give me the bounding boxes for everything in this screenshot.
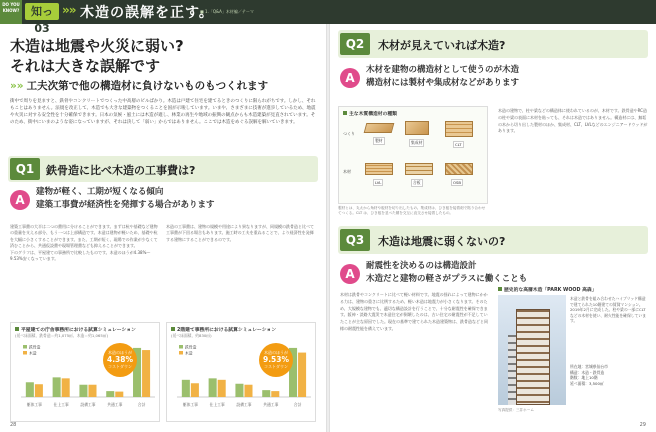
page-number: 28 <box>10 422 17 428</box>
label-lvl: LVL <box>375 180 382 185</box>
chart-2-callout: 木造のほうが 9.53% コストダウン <box>259 343 293 377</box>
sub-heading <box>10 78 268 93</box>
sawn-timber-illustration <box>364 123 395 133</box>
chart-tick-label: 合計 <box>137 402 146 407</box>
chart-tick-label: 設備工事 <box>236 402 252 407</box>
chart-bar <box>209 378 217 397</box>
chart-1-callout: 木造のほうが 4.38% コストダウン <box>103 343 137 377</box>
chart-tick-label: 合計 <box>293 402 302 407</box>
q1-answer-line-2: 建築工事費が経済性を発揮する場合があります <box>36 200 215 210</box>
diagram-row-label: つくり <box>343 131 355 136</box>
diagram-row-label: 木材 <box>343 169 351 174</box>
question-bar-q1 <box>8 156 318 182</box>
legend-swatch <box>179 345 183 349</box>
legend-label: 木造 <box>29 350 37 356</box>
arrows-icon: »» <box>10 80 24 92</box>
chart-2-note: (延べ床面積、約830㎡) <box>171 333 212 338</box>
spec-line: 延べ面積：3,500㎡ <box>570 380 604 386</box>
q1-body-col-2 <box>166 224 316 243</box>
q2-answer <box>366 64 519 90</box>
clt-illustration <box>445 121 473 137</box>
chart-tick-label: 共通工事 <box>107 402 123 407</box>
chart-tick-label: 仕上工事 <box>209 402 225 407</box>
label-sawn: 製材 <box>375 138 383 143</box>
chart-1 <box>10 322 160 422</box>
q1-answer <box>36 186 215 212</box>
label-clt: CLT <box>455 142 462 147</box>
chart-tick-label: 躯体工事 <box>182 402 198 407</box>
chart-bar <box>88 385 96 397</box>
q2-badge: Q2 <box>340 33 370 55</box>
chart-bar <box>142 350 150 397</box>
q3-answer <box>366 260 527 286</box>
chart-bar <box>218 380 226 397</box>
main-heading-line-2: それは大きな誤解です <box>10 57 161 75</box>
chart-bar <box>271 391 279 397</box>
legend-swatch <box>23 351 27 355</box>
breadcrumb: ■ 1.「Q&A」木材編／テーマ <box>200 9 254 14</box>
diagram-caption: 製材とは、丸太から角材や板材を切り出したもの。集成材は、ひき板を接着剤で貼り合わせてつくる。CLT は、ひき板を並べた層を交互に直交させ接着したもの。 <box>338 206 486 216</box>
chart-tick-label: 躯体工事 <box>26 402 42 407</box>
lvl-illustration <box>365 163 393 175</box>
q1-body-col-1 <box>10 224 160 262</box>
building-photo-tower <box>516 309 550 405</box>
chart-bar <box>62 378 70 397</box>
chart-bar <box>26 382 34 397</box>
q3-answer-line-1: 耐震性を決めるのは構造設計 <box>366 261 477 271</box>
chart-bar <box>79 385 87 397</box>
chart-2-plot <box>167 337 317 411</box>
chart-bar <box>182 380 190 397</box>
right-page <box>330 24 656 432</box>
chart-bar <box>298 353 306 397</box>
building-photo <box>498 295 566 405</box>
chart-bar <box>262 390 270 397</box>
label-osb: OSB <box>453 180 462 185</box>
left-page <box>0 24 326 432</box>
q1-body-paragraph: 建築工事費の大半は二つの費用に分けることができます。まずは杭や基礎など建物の重量を支える部分、もう一つは上部構造です。木造は建物が軽いため、基礎や杭を大幅に小さくすることができます。また、工期が短く、現場での作業が少なくて済むことから、共通仮設費や現場管理費なども抑えることができます。 <box>10 224 158 249</box>
question-bar-q3 <box>338 226 648 254</box>
q2-answer-line-2: 構造材には製材や集成材などがあります <box>366 78 520 88</box>
glulam-illustration <box>405 121 429 135</box>
legend-swatch <box>179 351 183 355</box>
answer-badge-q2: A <box>340 68 360 88</box>
label-plywood: 合板 <box>413 180 421 185</box>
main-heading <box>10 36 184 76</box>
building-photo-box <box>498 286 648 416</box>
timber-types-diagram <box>338 106 488 204</box>
plywood-illustration <box>405 163 433 175</box>
osb-illustration <box>445 163 473 175</box>
q1-title: 鉄骨造に比べ木造の工事費は? <box>46 164 196 177</box>
chart-tick-label: 共通工事 <box>263 402 279 407</box>
chart-1-plot <box>11 337 161 411</box>
answer-badge-q3: A <box>340 264 360 284</box>
label-glulam: 集成材 <box>411 140 423 145</box>
q1-badge: Q1 <box>10 158 40 180</box>
q2-title: 木材が見えていれば木造? <box>378 39 506 52</box>
intro-paragraph: 街中で周りを見ますと、鉄骨やコンクリートでつくった中高層のビルばかり。木造は戸建て住宅を建てるときのつくりに限られがちです。しかし、それもことはありません。法規を改正して、木造でも大きな建築物をつくることを国が示唆しています。いまや、さまざまに技術が進歩しているため、地震や火災に対する安全性を十分確保できます。日本の気候・風土には木造が適し、林業の再生や地域の振興の観点からも木造建築が見直されています。そのため、街中にいまのような姿になっていますが、それは決して「弱い」からではありません。ここでは木造をめぐる誤解を解いていきます。 <box>10 99 316 125</box>
header-band <box>0 0 656 35</box>
spec-line: 所在地：宮城県仙台市 <box>570 364 608 369</box>
section-logo: 知っ03 <box>25 3 59 20</box>
chart-bar <box>115 392 123 397</box>
q3-answer-line-2: 木造だと建物の軽さがプラスに働くことも <box>366 274 528 284</box>
q3-title: 木造は地震に弱くないの? <box>378 235 506 248</box>
spec-line: 構造：木造・鉄骨造 <box>570 369 605 375</box>
legend-label: 鉄骨造 <box>185 344 197 350</box>
chart-1-title: 平屋建ての庁舎事務所における試算シミュレーション <box>15 326 136 333</box>
q3-body: 木材は鉄骨やコンクリートに比べて軽い材料です。地震の揺れによって建物にかかる力は、建物の重さに比例するため、軽い木造は地震力が小さくなります。そのため、大規模な建物でも、適切な構造設計を行うことで、十分な耐震性を確保できます。阪神・淡路大震災で木造住宅が倒壊したのは、古い住宅の耐震性が不足していたことが主な原因でした。現在の基準で建てられた木造建築物は、鉄骨造などと同様の耐震性能を備えています。 <box>340 292 488 331</box>
chart-bar <box>191 383 199 397</box>
q1-answer-line-1: 建物が軽く、工期が短くなる傾向 <box>36 187 164 197</box>
chart-tick-label: 仕上工事 <box>53 402 69 407</box>
section-title: 木造の誤解を正す。 <box>80 5 214 21</box>
legend-label: 鉄骨造 <box>29 344 41 350</box>
sub-heading-text: 工夫次第で他の構造材に負けないものもつくれます <box>26 80 269 92</box>
chart-bar <box>244 385 252 397</box>
answer-badge-q1: A <box>10 190 30 210</box>
chart-bar <box>235 384 243 397</box>
q1-body-paragraph: 木造の工事費は、建物の規模や用途により異なりますが、同規模の鉄骨造と比べて工事費が下回る場合もあります。施工時の工夫を重ねることで、より経済性を発揮する建物にすることができるのです。 <box>166 224 314 242</box>
q3-badge: Q3 <box>340 229 370 251</box>
main-heading-line-1: 木造は地震や火災に弱い? <box>10 37 184 55</box>
photo-title: 歴史的な高層木造「PARK WOOD 高森」 <box>498 286 597 293</box>
photo-description: 木造と鉄骨を組み合わせたハイブリッド構造で建てられた10階建ての賃貸マンション。2019年2月に完成した。柱や梁の一部にCLTなどの木材を使い、耐火性能を確保しています。 <box>570 296 646 324</box>
chart-bar <box>35 384 43 397</box>
page-number: 29 <box>639 422 646 428</box>
building-specs <box>570 364 648 386</box>
chart-2-title: 2階建て事務所における試算シミュレーション <box>171 326 276 333</box>
q1-body-paragraph: 下のグラフは、平屋建ての事務所で比較したものです。木造のほうが4.38%〜9.53%安くなっています。 <box>10 249 151 262</box>
photo-caption: 写真提供：三井ホーム <box>498 408 534 412</box>
spec-line: 階数：地上10階 <box>570 375 598 381</box>
q2-body: 木造の建物で、柱や梁などの構造体に使われているのが、木材です。鉄骨造やRC造の柱や梁の表面に木材を貼っても、それは木造ではありません。構造材には、無垢の木から切り出した製材のほか、集成材、CLT、LVLなどのエンジニアードウッドがあります。 <box>498 108 648 134</box>
arrows-icon: »» <box>62 3 76 17</box>
q2-answer-line-1: 木材を建物の構造材として使うのが木造 <box>366 65 520 75</box>
legend-label: 木造 <box>185 350 193 356</box>
chart-bar <box>106 391 114 397</box>
chart-2 <box>166 322 316 422</box>
chart-tick-label: 設備工事 <box>80 402 96 407</box>
do-you-know-badge: DO YOU KNOW? <box>0 0 22 24</box>
diagram-title: 主な木質構造材の種類 <box>343 110 397 117</box>
question-bar-q2 <box>338 30 648 58</box>
chart-1-note: (延べ床面積、鉄骨造＝約1,075㎡、木造＝約1,065㎡) <box>15 333 109 338</box>
chart-bar <box>53 377 61 397</box>
legend-swatch <box>23 345 27 349</box>
